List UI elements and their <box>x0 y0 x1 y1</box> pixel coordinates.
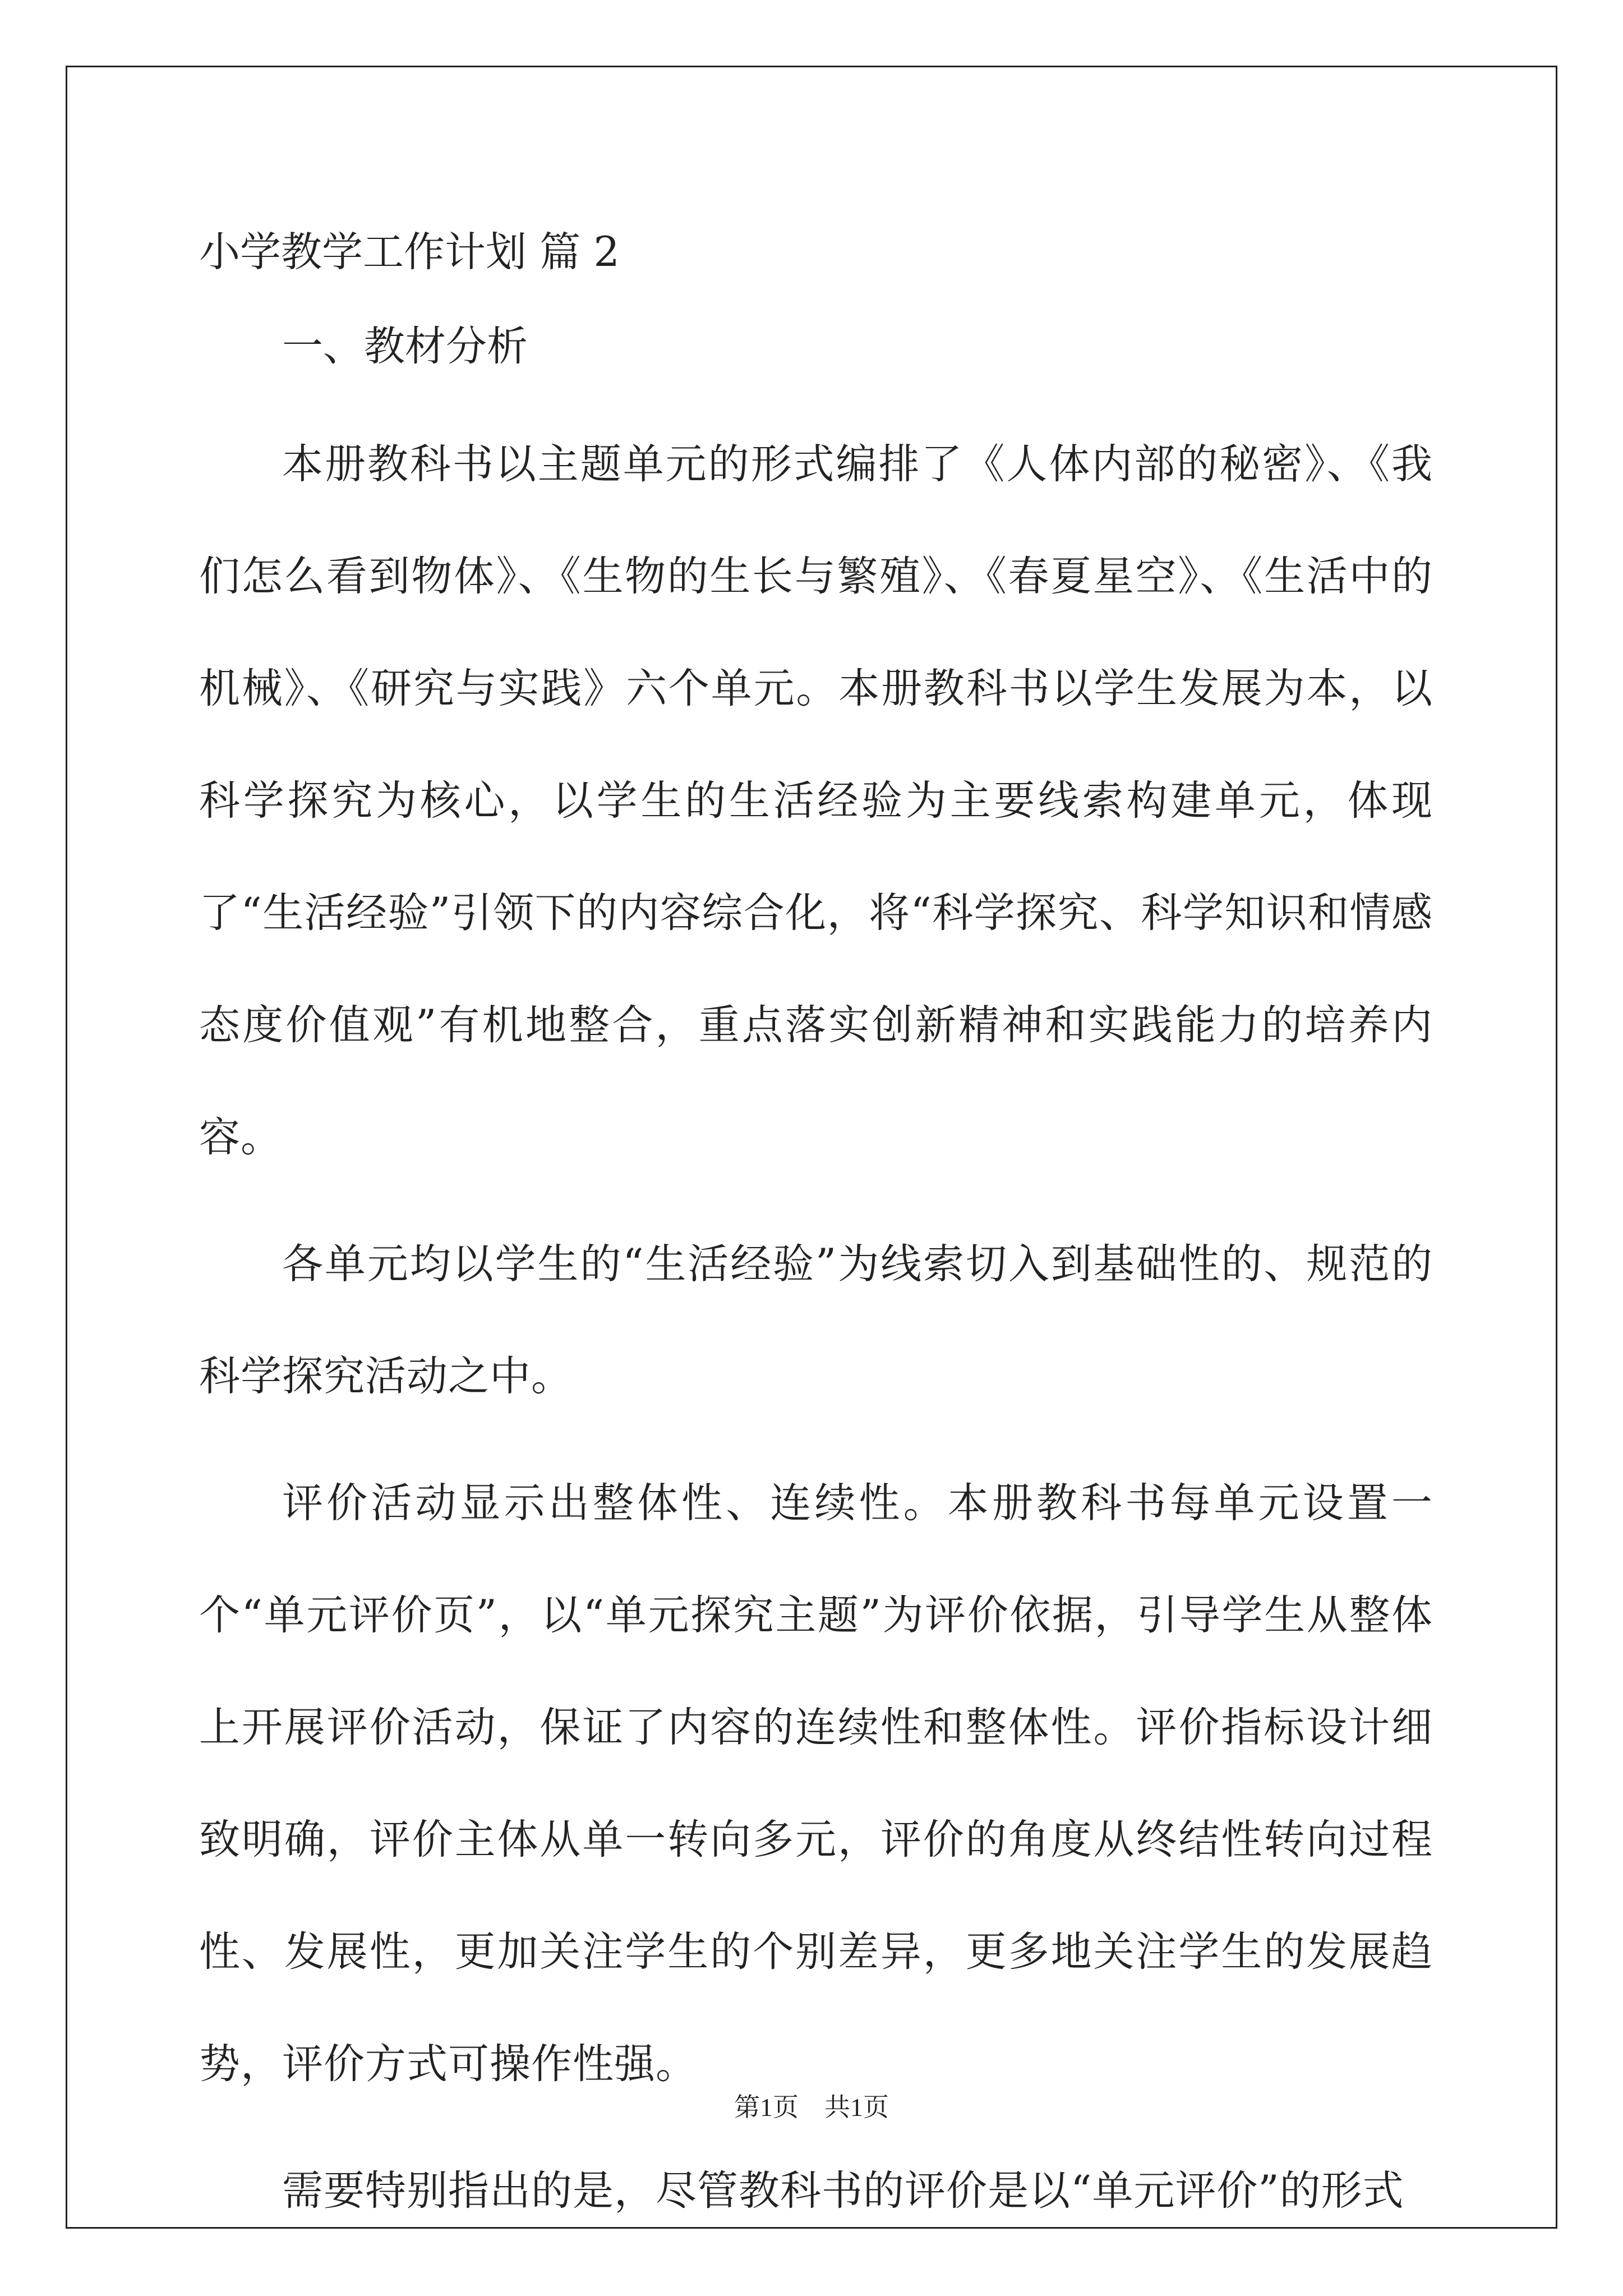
page-footer <box>0 2087 1623 2124</box>
paragraph-evaluation: 评价活动显示出整体性、连续性。本册教科书每单元设置一个“单元评价页”，以“单元探究主题”为评价依据，引导学生从整体上开展评价活动，保证了内容的连续性和整体性。评价指标设计细致明确，评价主体从单一转向多元，评价的角度从终结性转向过程性、发展性，更加关注学生的个别差异，更多地关注学生的发展趋势，评价方式可操作性强。 <box>199 1479 1433 2088</box>
paragraph-note: 需要特别指出的是，尽管教科书的评价是以“单元评价”的形式 <box>282 2167 1404 2215</box>
section-heading: 一、教材分析 <box>282 323 528 370</box>
page-number: 第1页 <box>734 2093 799 2122</box>
paragraph-unit-experience: 各单元均以学生的“生活经验”为线索切入到基础性的、规范的科学探究活动之中。 <box>199 1240 1433 1400</box>
document-title: 小学教学工作计划 篇 2 <box>199 228 620 276</box>
page-total: 共1页 <box>824 2093 889 2122</box>
document-body <box>199 213 1433 2262</box>
paragraph-textbook-overview: 本册教科书以主题单元的形式编排了《人体内部的秘密》、《我们怎么看到物体》、《生物的生长与繁殖》、《春夏星空》、《生活中的机械》、《研究与实践》六个单元。本册教科书以学生发展为本，以科学探究为核心，以学生的生活经验为主要线索构建单元，体现了“生活经验”引领下的内容综合化，将“科学探究、科学知识和情感态度价值观”有机地整合，重点落实创新精神和实践能力的培养内容。 <box>199 440 1433 1161</box>
